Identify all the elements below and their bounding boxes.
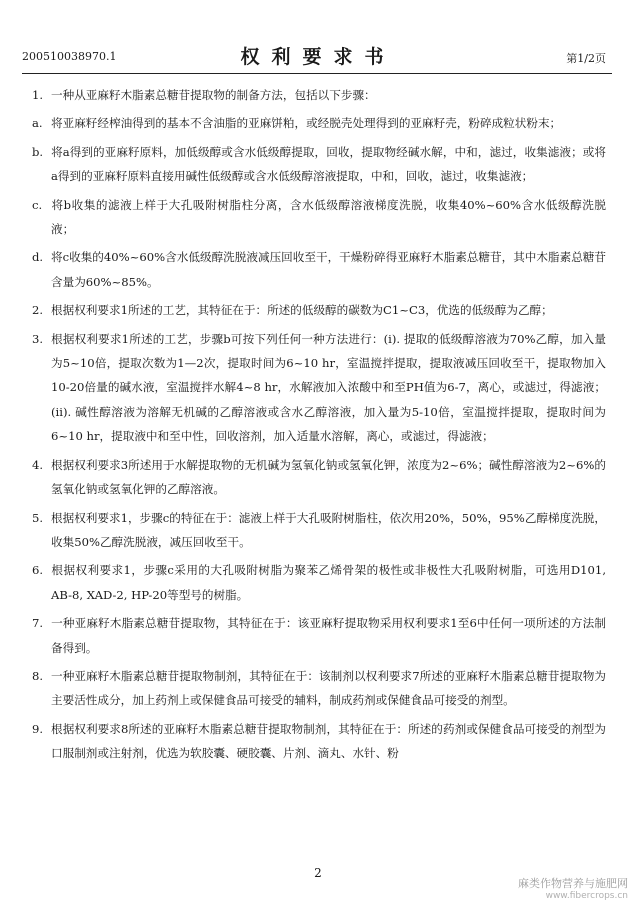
claim-item: [32, 506, 606, 555]
claim-number: c.: [32, 197, 43, 212]
claim-item: [32, 298, 606, 322]
claim-text: 一种亚麻籽木脂素总糖苷提取物，其特征在于：该亚麻籽提取物采用权利要求1至6中任何一项所述的方法制备得到。: [51, 616, 606, 655]
claim-text: 一种从亚麻籽木脂素总糖苷提取物的制备方法，包括以下步骤：: [51, 88, 376, 102]
claim-number: a.: [32, 116, 43, 131]
claim-item: [32, 245, 606, 294]
claim-item: [32, 83, 606, 107]
claim-text: 一种亚麻籽木脂素总糖苷提取物制剂，其特征在于：该制剂以权利要求7所述的亚麻籽木脂素总糖苷提取物为主要活性成分，加上药剂上或保健食品可接受的辅料，制成药剂或保健食品可接受的剂型。: [51, 668, 606, 708]
claim-item: [32, 664, 606, 713]
claim-number: 8.: [32, 668, 44, 683]
claim-item: [32, 327, 606, 449]
claim-number: 1.: [32, 88, 44, 102]
page-indicator: 第1/2页: [566, 52, 606, 65]
claim-number: b.: [32, 144, 44, 159]
claim-text: 将c收集的40%~60%含水低级醇洗脱液减压回收至干，干燥粉碎得亚麻籽木脂素总糖苷，其中木脂素总糖苷含量为60%~85%。: [51, 250, 606, 289]
claim-item: [32, 140, 606, 189]
claim-number: d.: [32, 250, 44, 265]
claim-item: [32, 558, 606, 607]
claim-number: 9.: [32, 721, 44, 736]
claim-number: 2.: [32, 303, 44, 318]
watermark-site-name: 麻类作物营养与施肥网: [518, 877, 628, 890]
claim-number: 6.: [32, 563, 44, 578]
claim-text: 根据权利要求1所述的工艺，其特征在于：所述的低级醇的碳数为C1~C3，优选的低级醇为乙醇；: [51, 303, 553, 318]
claim-number: 4.: [32, 457, 44, 472]
claims-list: [32, 83, 606, 770]
claim-item: [32, 611, 606, 660]
claim-number: 5.: [32, 510, 44, 525]
claim-item: [32, 111, 606, 135]
claim-item: [32, 717, 606, 766]
claim-text: 根据权利要求1，步骤c的特征在于：滤液上样于大孔吸附树脂柱，依次用20%，50%，95%乙醇梯度洗脱，收集50%乙醇洗脱液，减压回收至干。: [51, 510, 606, 549]
claim-text: 将亚麻籽经榨油得到的基本不含油脂的亚麻饼粕，或经脱壳处理得到的亚麻籽壳，粉碎成粒状粉末；: [51, 116, 562, 131]
page-number: 2: [314, 866, 322, 880]
claim-item: [32, 453, 606, 502]
watermark: [518, 878, 628, 902]
page-title: 权利要求书: [240, 46, 396, 68]
claim-text: 将a得到的亚麻籽原料，加低级醇或含水低级醇提取，回收，提取物经碱水解，中和，滤过，收集滤液；或将a得到的亚麻籽原料直接用碱性低级醇或含水低级醇溶液提取，中和，回收，滤过，收集滤液；: [51, 144, 606, 184]
claim-text: 将b收集的滤液上样于大孔吸附树脂柱分离，含水低级醇溶液梯度洗脱，收集40%~60%含水低级醇洗脱液；: [51, 197, 606, 237]
watermark-url: www.fibercrops.cn: [545, 891, 628, 901]
claim-number: 7.: [32, 616, 44, 631]
claim-text: 根据权利要求3所述用于水解提取物的无机碱为氢氧化钠或氢氧化钾，浓度为2~6%；碱性醇溶液为2~6%的氢氧化钠或氢氧化钾的乙醇溶液。: [51, 457, 606, 497]
claim-item: [32, 193, 606, 242]
claim-number: 3.: [32, 331, 44, 346]
application-number: 200510038970.1: [22, 50, 117, 63]
claim-text: 根据权利要求8所述的亚麻籽木脂素总糖苷提取物制剂，其特征在于：所述的药剂或保健食品可接受的剂型为口服制剂或注射剂，优选为软胶囊、硬胶囊、片剂、滴丸、水针、粉: [51, 721, 606, 761]
claim-text: 根据权利要求1，步骤c采用的大孔吸附树脂为聚苯乙烯骨架的极性或非极性大孔吸附树脂，可选用D101, AB-8, XAD-2, HP-20等型号的树脂。: [51, 563, 606, 602]
claim-text: 根据权利要求1所述的工艺，步骤b可按下列任何一种方法进行：(i). 提取的低级醇溶液为70%乙醇，加入量为5~10倍，提取次数为1—2次，提取时间为6~10 hr，室温搅拌提取，提取液减压回收至干，提取物加入10-20倍量的碱水液，室温搅拌水解4~8 hr，水解液加入浓酸中和至PH值为6-7，离心，或滤过，得滤液；(ii). 碱性醇溶液为溶解无机碱的乙醇溶液或含水乙醇溶液，加入量为5-10倍，室温搅拌提取，提取时间为6~10 hr，提取液中和至中性，回收溶剂，加入适量水溶解，离心，或滤过，得滤液；: [51, 331, 606, 444]
header-divider: [22, 73, 612, 74]
